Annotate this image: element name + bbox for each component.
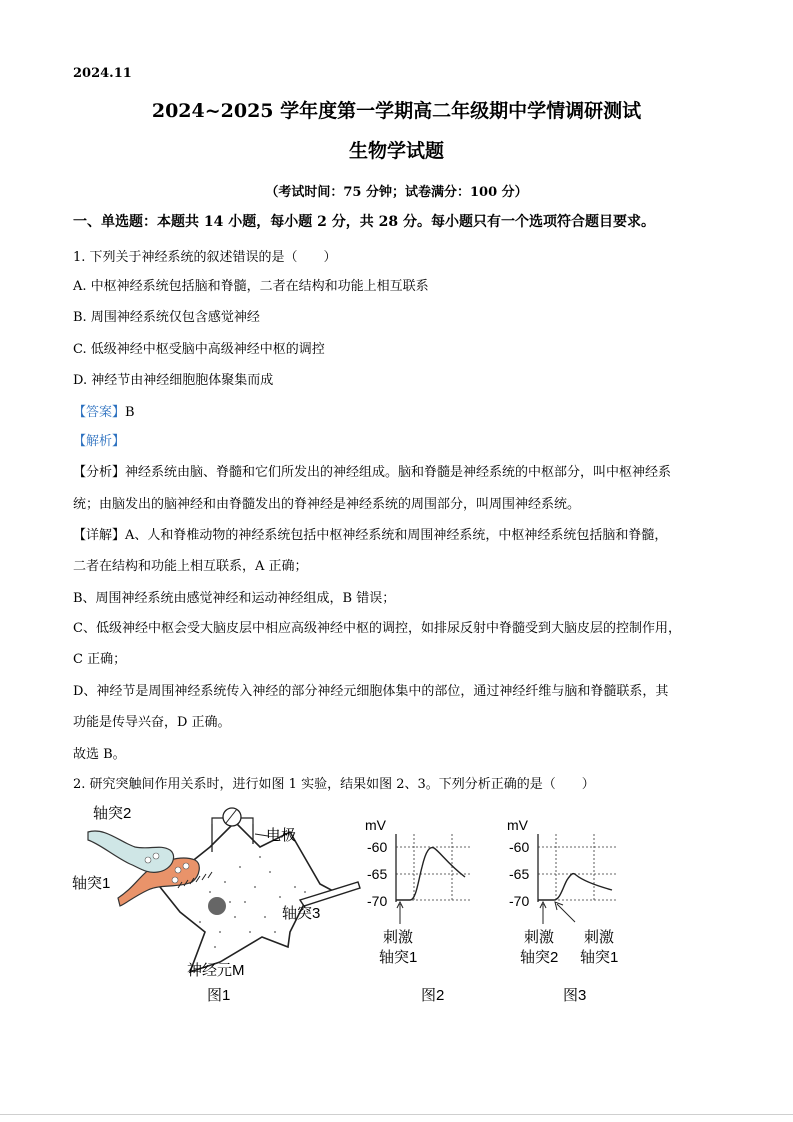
fig3-stimulus-target-a: 轴突2: [520, 949, 559, 966]
vesicle: [172, 877, 178, 883]
question-1-stem: 1. 下列关于神经系统的叙述错误的是（ ）: [73, 250, 337, 265]
caption-figure-2: 图2: [421, 987, 445, 1004]
voltmeter-icon: [223, 808, 241, 826]
detail-tag: 【详解】: [73, 528, 126, 543]
fig3-tick-label: -65: [509, 866, 530, 882]
detail-text: A、人和脊椎动物的神经系统包括中枢神经系统和周围神经系统，中枢神经系统包括脑和脊髓，: [125, 528, 668, 543]
figure-3: [507, 817, 618, 1004]
exam-date: 2024.11: [73, 66, 132, 81]
fenxi-line-2: 统；由脑发出的脑神经和由脊髓发出的脊神经是神经系统的周围部分，叫周围神经系统。: [73, 497, 581, 512]
fig3-stimulus-target-b: 轴突1: [580, 949, 619, 966]
fig3-stimulus-label-a: 刺激: [524, 929, 555, 946]
label-axon-3: 轴突3: [282, 905, 321, 922]
detail-line-3: B、周围神经系统由感觉神经和运动神经组成，B 错误；: [73, 591, 396, 606]
fig2-stimulus-label: 刺激: [383, 929, 414, 946]
question-1-option-c: C. 低级神经中枢受脑中高级神经中枢的调控: [73, 342, 325, 357]
question-1-option-a: A. 中枢神经系统包括脑和脊髓，二者在结构和功能上相互联系: [73, 279, 429, 294]
detail-line-5: C 正确；: [73, 652, 127, 667]
exam-subject-title: 生物学试题: [348, 140, 444, 162]
fig3-potential-curve: [538, 874, 612, 900]
fig2-tick-label: -70: [367, 893, 388, 909]
detail-line-2: 二者在结构和功能上相互联系，A 正确；: [73, 559, 308, 574]
label-axon-1: 轴突1: [72, 875, 111, 892]
figure-group: [60, 792, 660, 1012]
label-electrode: 电极: [266, 827, 297, 844]
answer-tag: 【答案】: [73, 405, 126, 420]
vesicle: [153, 853, 159, 859]
vesicle: [175, 867, 181, 873]
axon-2: [88, 831, 174, 872]
conclusion-line: 故选 B。: [73, 747, 126, 762]
fenxi-line-1: [73, 461, 671, 480]
section-heading: 一、单选题：本题共 14 小题，每小题 2 分，共 28 分。每小题只有一个选项符合题目要求。: [73, 214, 655, 230]
figure-2: [365, 817, 472, 1004]
answer-line: [73, 401, 135, 420]
fig2-tick-label: -65: [367, 866, 388, 882]
exam-title: 2024~2025 学年度第一学期高二年级期中学情调研测试: [151, 100, 642, 122]
fig3-stimulus-arrow-2: [557, 904, 575, 922]
fig2-unit-label: mV: [365, 817, 386, 833]
detail-line-4: C、低级神经中枢会受大脑皮层中相应高级神经中枢的调控，如排尿反射中脊髓受到大脑皮层的控制作用，: [73, 621, 681, 636]
detail-line-6: D、神经节是周围神经系统传入神经的部分神经元细胞体集中的部位，通过神经纤维与脑和脊髓联系，其: [73, 684, 669, 699]
page-bottom-rule: [0, 1114, 793, 1115]
detail-line-1: [73, 524, 667, 543]
fig3-stimulus-label-b: 刺激: [584, 929, 615, 946]
fig3-tick-label: -60: [509, 839, 530, 855]
fenxi-tag: 【分析】: [73, 465, 126, 480]
question-1-option-b: B. 周围神经系统仅包含感觉神经: [73, 310, 260, 325]
figure-1: [72, 805, 360, 1004]
caption-figure-1: 图1: [207, 987, 231, 1004]
fenxi-text: 神经系统由脑、脊髓和它们所发出的神经组成。脑和脊髓是神经系统的中枢部分，叫中枢神经系: [125, 465, 672, 480]
question-1-option-d: D. 神经节由神经细胞胞体聚集而成: [73, 373, 274, 388]
answer-value: B: [125, 405, 135, 420]
detail-line-7: 功能是传导兴奋，D 正确。: [73, 715, 231, 730]
caption-figure-3: 图3: [563, 987, 587, 1004]
vesicle: [145, 857, 151, 863]
analysis-tag: 【解析】: [73, 434, 126, 449]
label-axon-2: 轴突2: [93, 805, 132, 822]
fig2-tick-label: -60: [367, 839, 388, 855]
fig2-stimulus-target: 轴突1: [379, 949, 418, 966]
fig2-potential-curve: [396, 848, 465, 900]
fig3-tick-label: -70: [509, 893, 530, 909]
nucleus: [208, 897, 226, 915]
label-neuron-m: 神经元M: [187, 962, 245, 979]
question-2-stem: 2. 研究突触间作用关系时，进行如图 1 实验，结果如图 2、3。下列分析正确的是（ ）: [73, 777, 595, 792]
exam-info: （考试时间：75 分钟；试卷满分：100 分）: [265, 185, 528, 200]
fig3-unit-label: mV: [507, 817, 528, 833]
vesicle: [183, 863, 189, 869]
